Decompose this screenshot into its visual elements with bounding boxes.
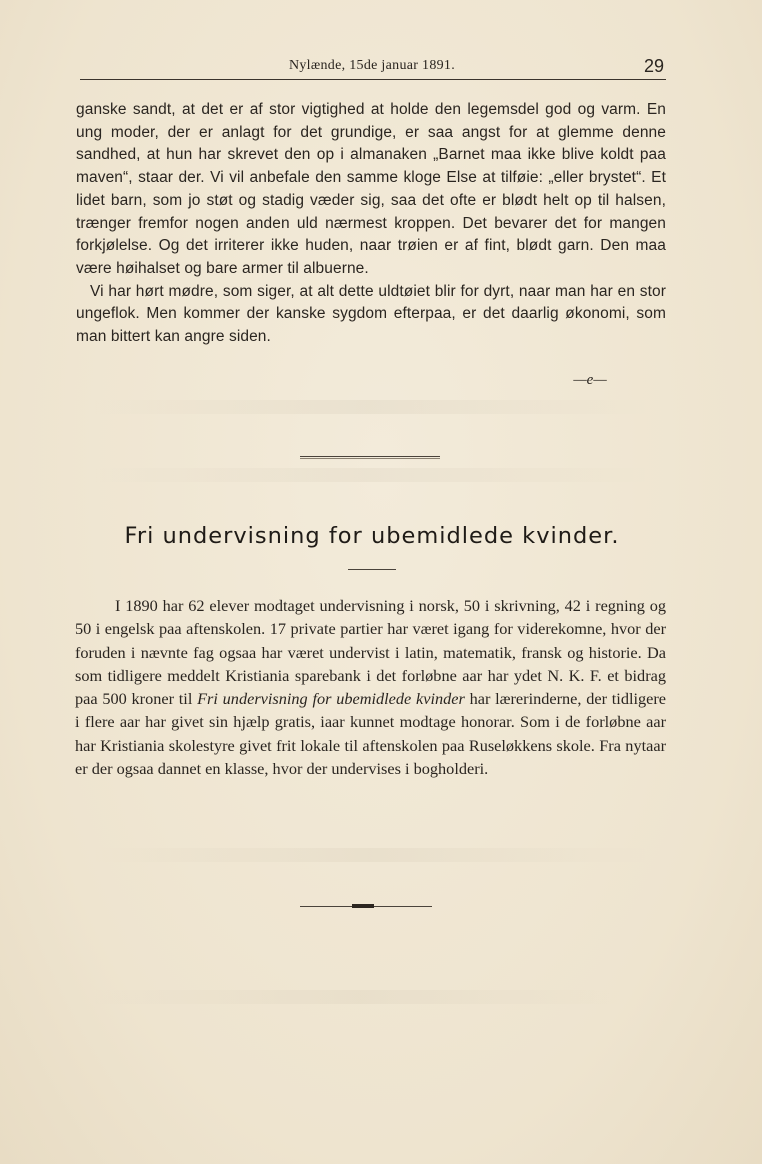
article-body-2: [75, 594, 666, 780]
article-text: har lærerinderne, der tidligere i flere aar har givet sin hjælp gratis, iaar kunnet modtage honorar. Som i de forløbne aar har Kristiania skolestyre givet frit lokale til aftenskolen paa Ruseløkkens skole. Fra nytaar er der ogsaa dannet en klasse, hvor der undervises i bogholderi.: [75, 689, 667, 779]
article-italic-title: Fri undervisning for ubemidlede kvinder: [197, 689, 465, 709]
heading-rule: [348, 569, 396, 570]
running-head: [80, 58, 664, 80]
article-body-1: [76, 99, 666, 349]
bleed-through-shade: [90, 848, 650, 862]
bleed-through-shade: [90, 400, 650, 414]
section-divider: [300, 456, 440, 457]
article-heading: Fri undervisning for ubemidlede kvinder.: [124, 523, 620, 549]
header-rule: [80, 79, 666, 80]
article-paragraph: Vi har hørt mødre, som siger, at alt dette uldtøiet blir for dyrt, naar man har en stor ungeflok. Men kommer der kanske sygdom efterpaa, er det daarlig økonomi, som man bittert kan angre siden.: [76, 282, 666, 346]
bleed-through-shade: [90, 468, 650, 482]
article-signature: —e—: [573, 372, 607, 388]
section-divider-shadow: [300, 458, 440, 459]
article-text: I 1890 har 62 elever modtaget undervisning i norsk, 50 i skrivning, 42 i regning og 50 i engelsk paa aftenskolen. 17 private partier har været igang for viderekomne, hvor der foruden i nævnte fag ogsaa har været undervist i latin, matematik, fransk og historie. Da som tidligere meddelt Kristiania sparebank i det forløbne aar har ydet N. K. F. et bidrag paa 500 kroner til: [75, 596, 666, 709]
end-divider-ornament: [352, 904, 374, 908]
page-number: 29: [643, 56, 664, 76]
bleed-through-shade: [90, 990, 630, 1004]
running-title: Nylænde, 15de januar 1891.: [288, 58, 456, 73]
article-paragraph: [75, 594, 666, 780]
article-paragraph: ganske sandt, at det er af stor vigtighed at holde den legemsdel god og varm. En ung moder, der er anlagt for det grundige, er saa angst for at glemme denne sandhed, at hun har skrevet den op i almanaken „Barnet maa ikke blive koldt paa maven“, staar der. Vi vil anbefale den samme kloge Else at tilføie: „eller brystet“. Et lidet barn, som jo støt og stadig væder sig, saa det ofte er blødt helt op til halsen, trænger fremfor nogen anden uld nærmest kroppen. Det bevarer det for mangen forkjølelse. Og det irriterer ikke huden, naar trøien er af fint, blødt garn. Den maa være høihalset og bare armer til albuerne.: [76, 101, 666, 277]
